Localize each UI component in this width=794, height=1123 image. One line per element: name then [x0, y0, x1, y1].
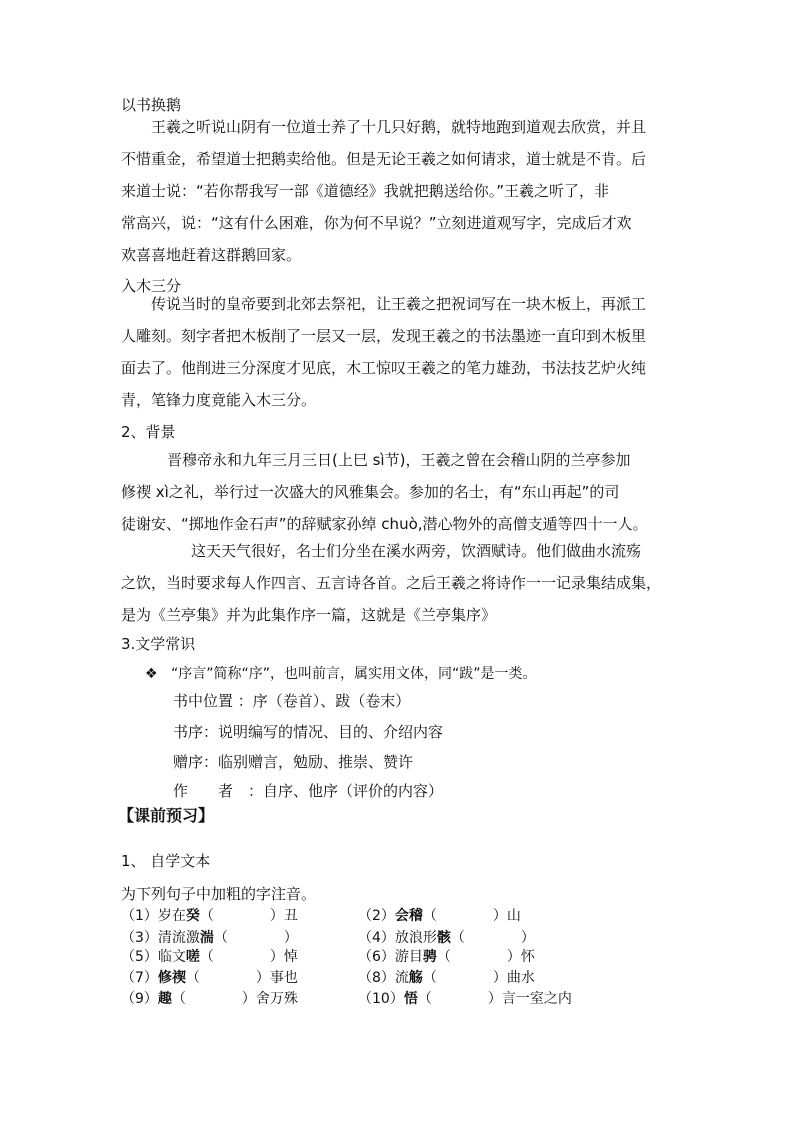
text-line: 晋穆帝永和九年三月三日(上巳 sì节)，王羲之曾在会稽山阴的兰亭参加	[167, 451, 631, 469]
exercise-instruction: 为下列句子中加粗的字注音。	[121, 885, 317, 903]
section-title-literature: 3.文学常识	[121, 635, 196, 653]
text-line: 不惜重金，希望道士把鹅卖给他。但是无论王羲之如何请求，道士就是不肯。后	[121, 150, 647, 168]
text-line: 徒谢安、“掷地作金石声”的辞赋家孙绰 chuò,潜心物外的高僧支遁等四十一人。	[121, 515, 648, 533]
preview-sub-heading: 1、 自学文本	[121, 852, 211, 870]
section-title-yishuhuane: 以书换鹅	[121, 96, 182, 114]
background-paragraph-2	[121, 535, 676, 631]
text-line: 是为《兰亭集》并为此集作序一篇，这就是《兰亭集序》	[121, 606, 497, 624]
preview-section-title: 【课前预习】	[118, 806, 215, 825]
text-line: 修禊 xì之礼，举行过一次盛大的风雅集会。参加的名士，有“东山再起”的司	[121, 483, 620, 501]
text-line: 欢喜喜地赶着这群鹅回家。	[121, 246, 302, 264]
exercise-item-3: （3）清流激湍（ ）	[121, 930, 298, 946]
text-line: 常高兴，说：“这有什么困难，你为何不早说？”立刻进道观写字，完成后才欢	[121, 214, 632, 232]
literature-item-gift-preface: 赠序：临别赠言，勉励、推崇、赞许	[173, 753, 414, 771]
exercise-item-8: （8）流觞（ ）曲水	[358, 970, 535, 986]
background-paragraph-1	[121, 444, 676, 540]
text-line: 传说当时的皇帝要到北郊去祭祀，让王羲之把祝词写在一块木板上，再派工	[151, 295, 647, 313]
text-line: 这天天气很好，名士们分坐在溪水两旁，饮酒赋诗。他们做曲水流殇	[191, 542, 642, 560]
exercise-item-5: （5）临文嗟（ ）悼	[121, 949, 298, 965]
exercise-item-4: （4）放浪形骸（ ）	[358, 930, 535, 946]
text-line: 人雕刻。刻字者把木板削了一层又一层，发现王羲之的书法墨迹一直印到木板里	[121, 327, 647, 345]
text-line: 青，笔锋力度竟能入木三分。	[121, 391, 317, 409]
text-line: 之饮，当时要求每人作四言、五言诗各首。之后王羲之将诗作一一记录集结成集，	[121, 574, 662, 592]
exercise-item-7: （7）修禊（ ）事也	[121, 970, 298, 986]
story-paragraph-rumusanfen	[121, 288, 676, 416]
exercise-item-6: （6）游目骋（ ）怀	[358, 949, 535, 965]
bullet-text: “序言”简称“序”，也叫前言，属实用文体，同“跋”是一类。	[171, 666, 537, 682]
text-line: 来道士说：“若你帮我写一部《道德经》我就把鹅送给你。”王羲之听了，非	[121, 182, 610, 200]
literature-item-author: 作 者 ：自序、他序（评价的内容）	[173, 782, 444, 800]
section-title-background: 2、背景	[121, 423, 176, 441]
literature-item-book-preface: 书序：说明编写的情况、目的、介绍内容	[173, 723, 444, 741]
bullet-item-preface	[145, 663, 537, 683]
exercise-item-10: （10）悟（ ）言一室之内	[358, 991, 572, 1007]
exercise-item-9: （9）趣（ ）舍万殊	[121, 991, 298, 1007]
literature-item-position: 书中位置 ：序（卷首）、跋（卷末）	[173, 692, 411, 710]
section-title-rumusanfen: 入木三分	[121, 277, 182, 295]
text-line: 面去了。他削进三分深度才见底，木工惊叹王羲之的笔力雄劲，书法技艺炉火纯	[121, 359, 647, 377]
story-paragraph-yishuhuane	[121, 111, 676, 271]
text-line: 王羲之听说山阴有一位道士养了十几只好鹅，就特地跑到道观去欣赏，并且	[151, 118, 647, 136]
diamond-bullet-icon: ❖	[145, 666, 158, 682]
exercise-item-2: （2）会稽（ ）山	[358, 908, 521, 924]
exercise-item-1: （1）岁在癸（ ）丑	[121, 908, 298, 924]
